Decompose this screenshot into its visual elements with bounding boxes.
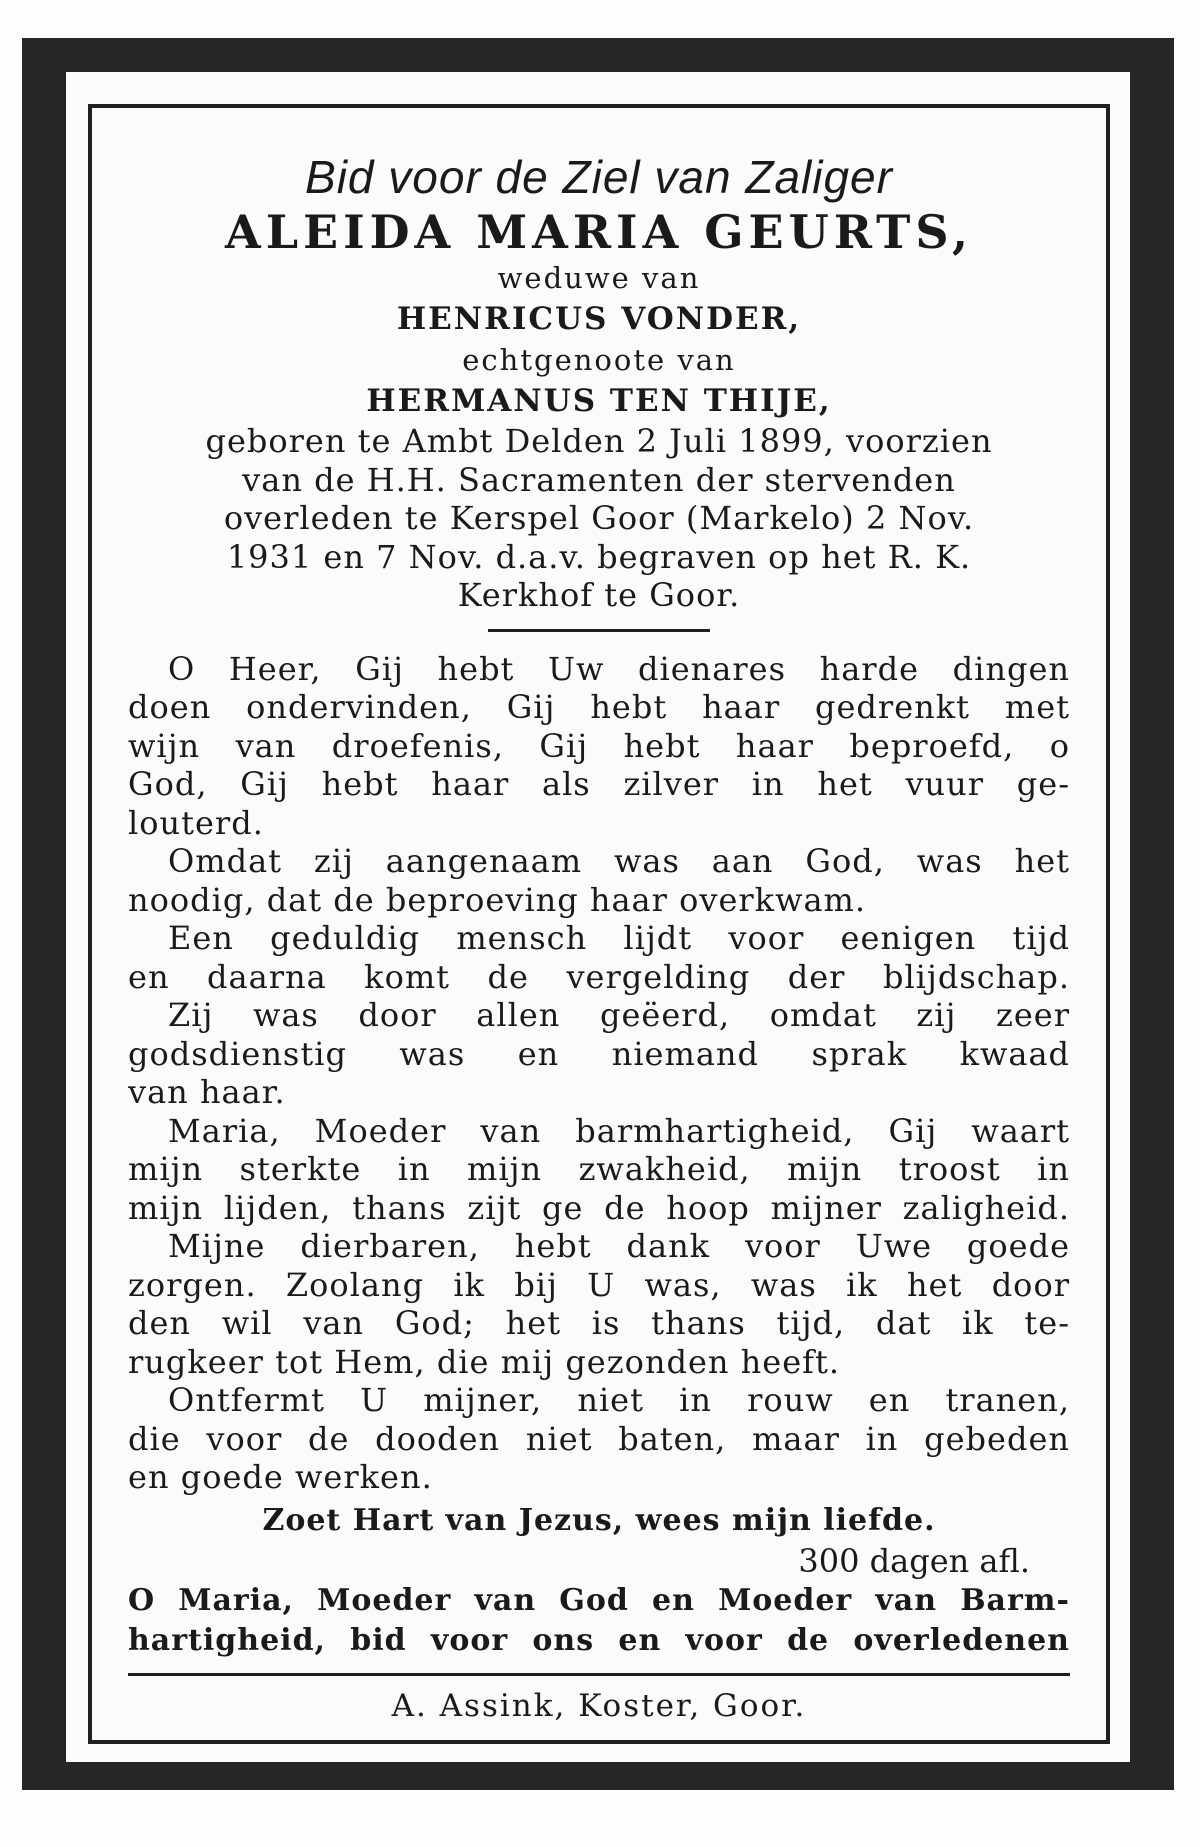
divider-short [488, 629, 710, 632]
invocation-heading: Bid voor de Ziel van Zaliger [305, 151, 893, 203]
meditation-line: Mijne dierbaren, hebt dank voor Uwe goede [168, 1227, 1070, 1265]
meditation-line: mijn sterkte in mijn zwakheid, mijn troost in [128, 1150, 1070, 1188]
meditation-line: wijn van droefenis, Gij hebt haar beproefd, o [128, 726, 1070, 765]
deceased-name: ALEIDA MARIA GEURTS, [225, 206, 973, 258]
marian-prayer-line: O Maria, Moeder van God en Moeder van Barm- [128, 1582, 1070, 1618]
relation-widow-of: weduwe van [497, 261, 701, 295]
meditation-line: noodig, dat de beproeving haar overkwam. [128, 880, 867, 919]
marian-prayer-line: hartigheid, bid voor ons en voor de overledenen [128, 1622, 1070, 1658]
biography-line: 1931 en 7 Nov. d.a.v. begraven op het R. K. [226, 537, 972, 576]
meditation-line: Omdat zij aangenaam was aan God, was het [168, 842, 1070, 880]
meditation-line: Maria, Moeder van barmhartigheid, Gij waart [168, 1111, 1070, 1150]
biography-line: van de H.H. Sacramenten der stervenden [242, 460, 956, 499]
meditation-line: doen ondervinden, Gij hebt haar gedrenkt met [128, 688, 1070, 726]
meditation-line: Ontfermt U mijner, niet in rouw en tranen, [168, 1381, 1070, 1419]
first-husband-name: HENRICUS VONDER, [396, 301, 802, 337]
meditation-line: Een geduldig mensch lijdt voor eenigen tijd [168, 919, 1070, 957]
meditation-line: godsdienstig was en niemand sprak kwaad [128, 1034, 1070, 1073]
biography-line: Kerkhof te Goor. [457, 576, 741, 614]
meditation-line: en goede werken. [128, 1458, 433, 1496]
divider-long [128, 1673, 1070, 1676]
meditation-line: O Heer, Gij hebt Uw dienares harde dingen [168, 649, 1070, 688]
meditation-line: mijn lijden, thans zijt ge de hoop mijner zaligheid. [128, 1188, 1070, 1227]
meditation-line: die voor de dooden niet baten, maar in gebeden [128, 1419, 1070, 1458]
meditation-line: rugkeer tot Hem, die mij gezonden heeft. [128, 1342, 841, 1381]
meditation-line: den wil van God; het is thans tijd, dat ik te- [128, 1304, 1070, 1342]
biography-line: overleden te Kerspel Goor (Markelo) 2 Nov. [223, 499, 975, 537]
biography [128, 422, 1070, 615]
meditation-line: Zij was door allen geëerd, omdat zij zeer [168, 996, 1070, 1034]
meditation-text [128, 650, 1070, 1497]
meditation-line: zorgen. Zoolang ik bij U was, was ik het door [128, 1265, 1070, 1304]
card-text [128, 148, 1070, 1728]
second-husband-name: HERMANUS TEN THIJE, [366, 383, 832, 419]
relation-wife-of: echtgenoote van [462, 343, 736, 377]
biography-line: geboren te Ambt Delden 2 Juli 1899, voorzien [205, 422, 993, 460]
sacred-heart-prayer: Zoet Hart van Jezus, wees mijn liefde. [262, 1502, 936, 1538]
meditation-line: van haar. [128, 1073, 286, 1111]
meditation-line: God, Gij hebt haar als zilver in het vuur ge- [128, 765, 1070, 803]
indulgence-note: 300 dagen afl. [798, 1541, 1030, 1580]
meditation-line: louterd. [128, 803, 264, 842]
meditation-line: en daarna komt de vergelding der blijdschap. [128, 957, 1070, 996]
printer-credit: A. Assink, Koster, Goor. [391, 1687, 807, 1724]
